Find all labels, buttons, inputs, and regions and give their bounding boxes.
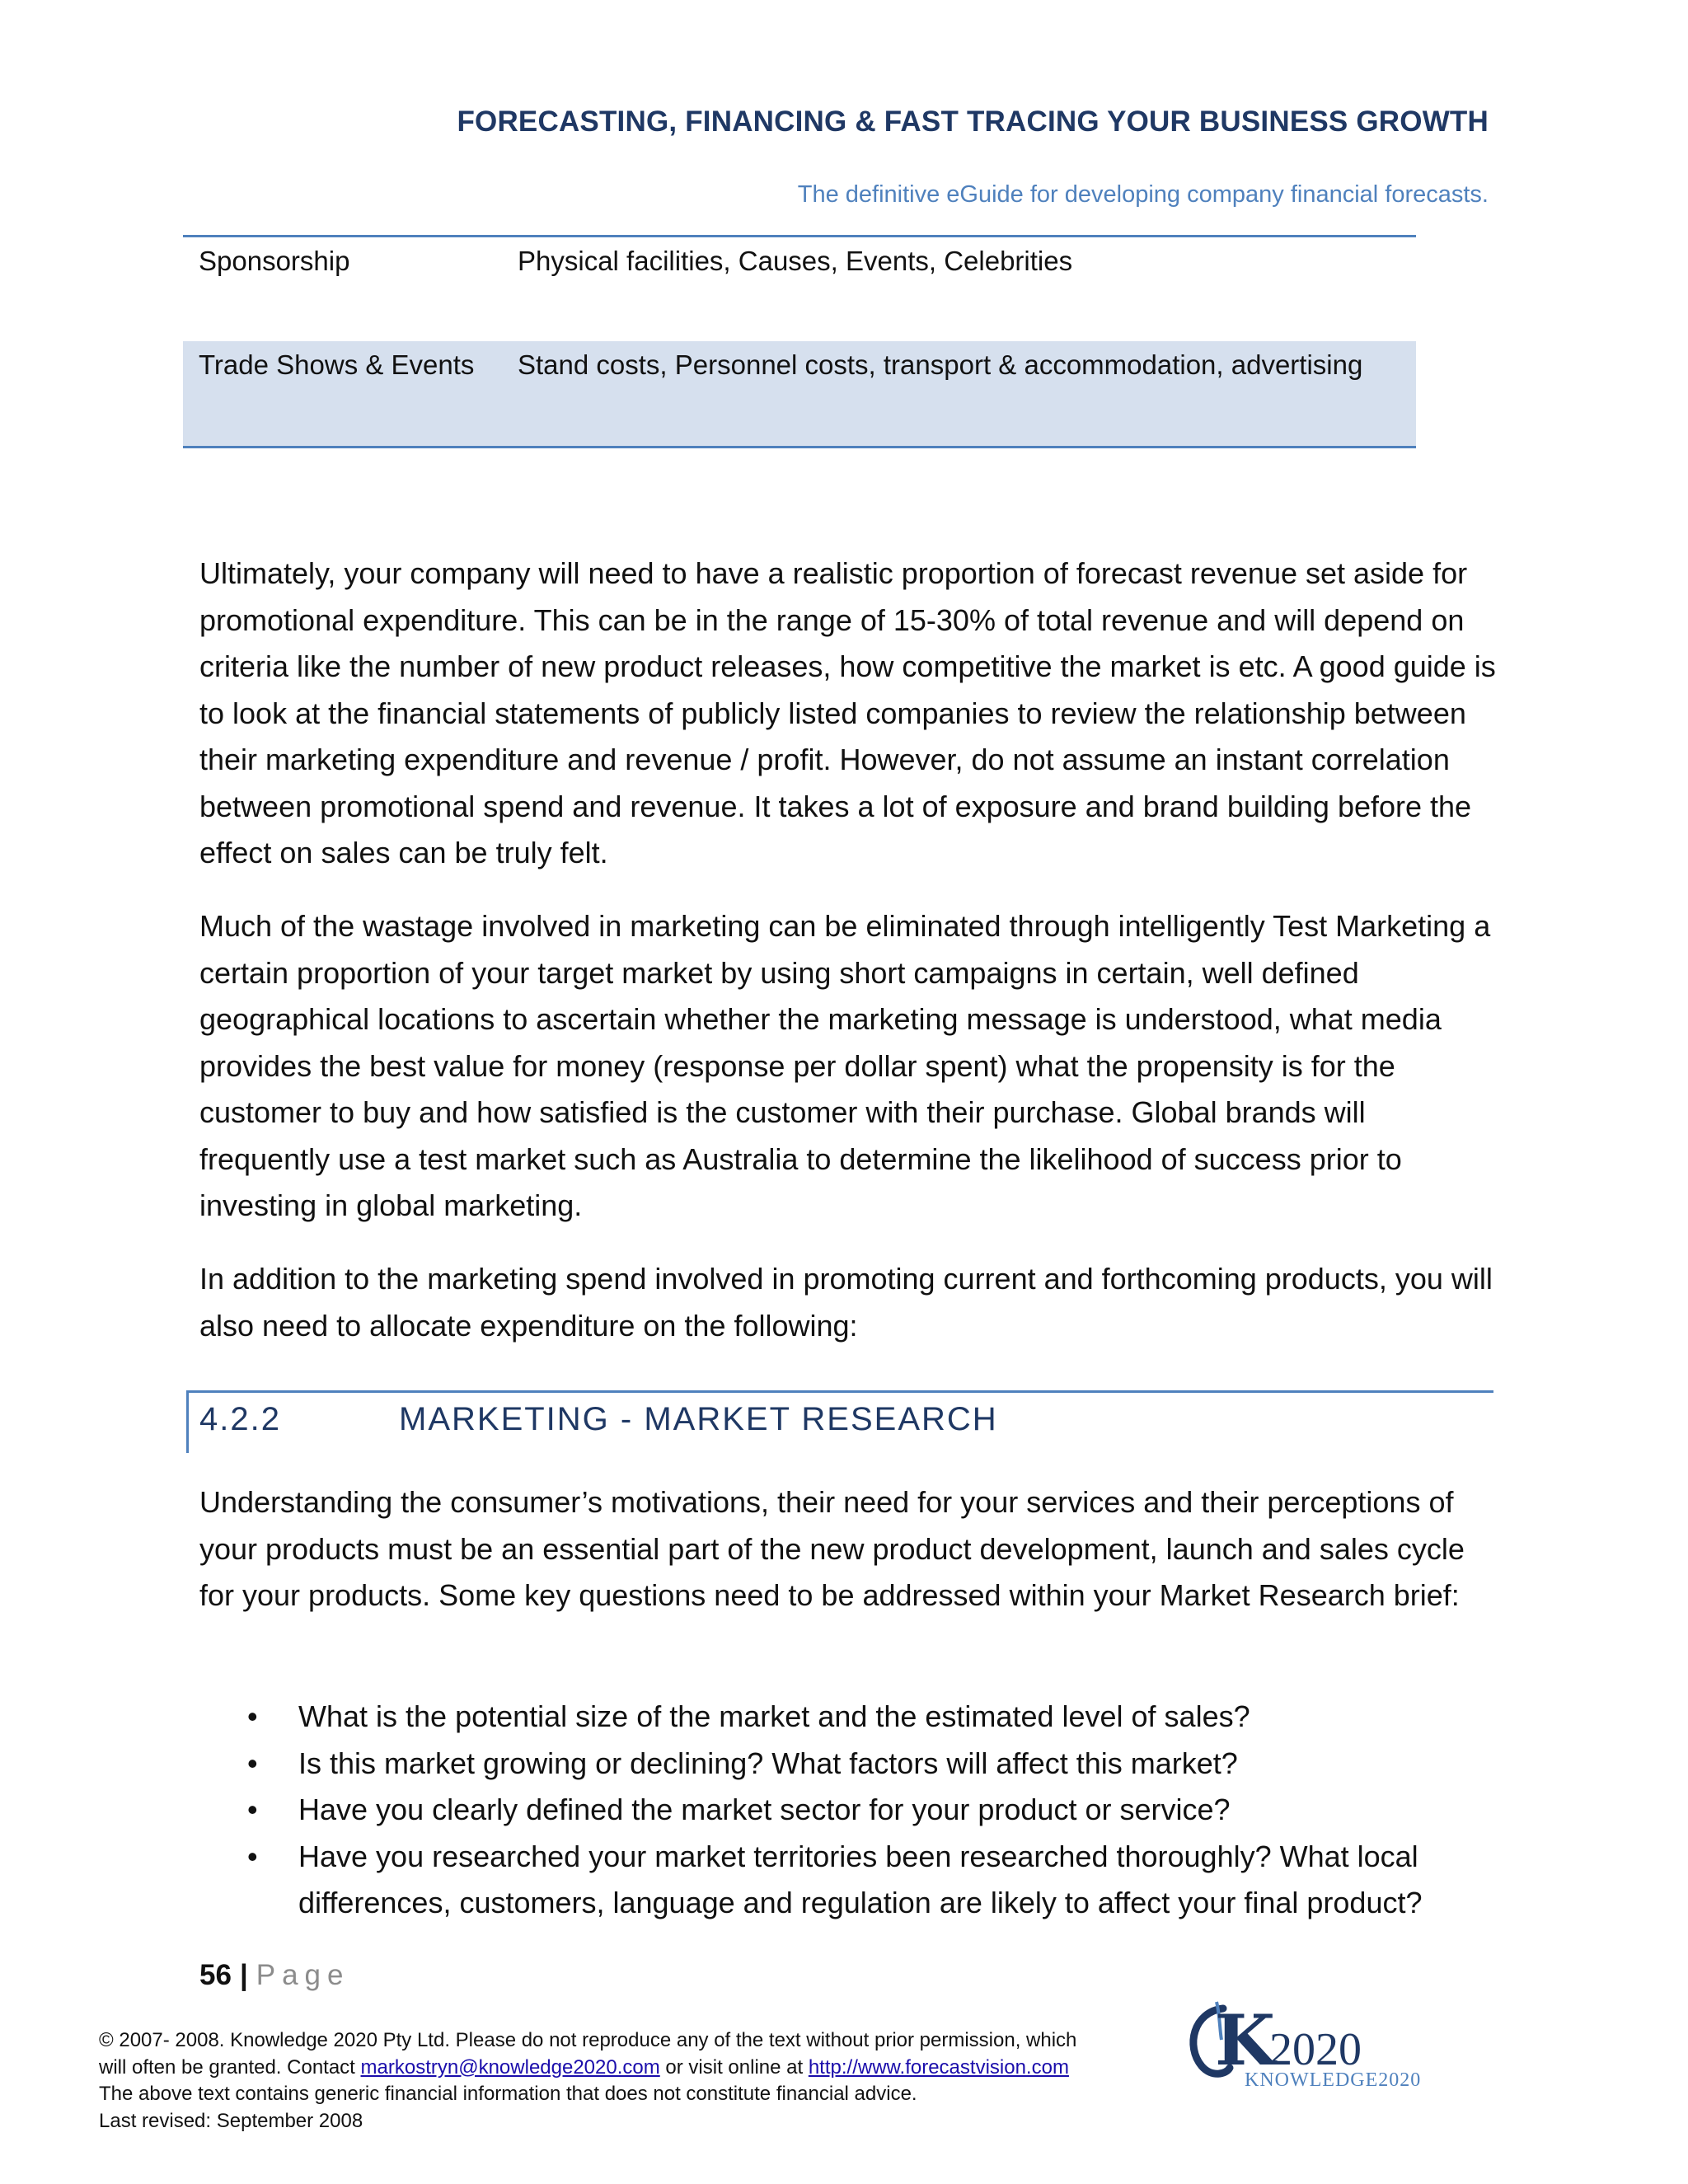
table-cell-detail: Physical facilities, Causes, Events, Celebrities xyxy=(518,246,1073,276)
promotion-cost-table xyxy=(183,235,1416,448)
table-row xyxy=(183,341,1416,446)
bullet-icon: • xyxy=(247,1699,258,1733)
research-questions-list xyxy=(199,1694,1518,1927)
copyright-footer: © 2007- 2008. Knowledge 2020 Pty Ltd. Please do not reproduce any of the text without prior permission, which will often be granted. Contact markostryn@knowledge2020.com or visit online at http://www.forecastvision.com The above text contains generic financial information that does not constitute financial advice. Last revised: September 2008 xyxy=(99,2029,1077,2132)
document-subtitle: The definitive eGuide for developing company financial forecasts. xyxy=(797,181,1489,208)
list-item: • Is this market growing or declining? What factors will affect this market? xyxy=(199,1741,1518,1788)
bullet-icon: • xyxy=(247,1839,258,1873)
bullet-icon: • xyxy=(247,1793,258,1826)
website-link[interactable]: http://www.forecastvision.com xyxy=(808,2055,1069,2079)
bullet-icon: • xyxy=(247,1746,258,1780)
list-item: • Have you researched your market territories been researched thoroughly? What local differences, customers, language and regulation are likely to affect your final product? xyxy=(199,1834,1518,1927)
knowledge2020-logo xyxy=(1184,1999,1423,2097)
table-row xyxy=(183,237,1416,341)
section-heading-rule xyxy=(186,1390,1493,1393)
section-number: 4.2.2 xyxy=(199,1401,281,1437)
table-cell-category: Sponsorship xyxy=(199,246,350,276)
page-number: 56 | Page xyxy=(199,1959,350,1991)
document-title: FORECASTING, FINANCING & FAST TRACING YOUR BUSINESS GROWTH xyxy=(457,105,1489,138)
body-paragraph: Ultimately, your company will need to have a realistic proportion of forecast revenue set aside for promotional expenditure. This can be in the range of 15-30% of total revenue and will depend on criteria like the number of new product releases, how competitive the market is etc. A good guide is to look at the financial statements of publicly listed companies to review the relationship between their marketing expenditure and revenue / profit. However, do not assume an instant correlation between promotional spend and revenue. It takes a lot of exposure and brand building before the effect on sales can be truly felt. xyxy=(199,556,1496,869)
body-paragraph: In addition to the marketing spend involved in promoting current and forthcoming products, you will also need to allocate expenditure on the following: xyxy=(199,1262,1493,1343)
section-intro: Understanding the consumer’s motivations, their need for your services and their perceptions of your products must be an essential part of the new product development, launch and sales cycle for your products. Some key questions need to be addressed within your Market Research brief: xyxy=(199,1485,1465,1612)
email-link[interactable]: markostryn@knowledge2020.com xyxy=(360,2055,660,2079)
table-cell-detail: Stand costs, Personnel costs, transport & accommodation, advertising xyxy=(518,349,1363,380)
body-paragraph: Much of the wastage involved in marketing can be eliminated through intelligently Test Marketing a certain proportion of your target market by using short campaigns in certain, well defined geographical locations to ascertain whether the marketing message is understood, what media provides the best value for money (response per dollar spent) what the propensity is for the customer to buy and how satisfied is the customer with their purchase. Global brands will frequently use a test market such as Australia to determine the likelihood of success prior to investing in global marketing. xyxy=(199,909,1491,1222)
list-item: • Have you clearly defined the market sector for your product or service? xyxy=(199,1787,1518,1834)
section-heading-rule-left xyxy=(186,1390,189,1453)
list-item: • What is the potential size of the market and the estimated level of sales? xyxy=(199,1694,1518,1741)
table-cell-category: Trade Shows & Events xyxy=(199,349,475,380)
svg-text:K: K xyxy=(1215,1999,1276,2081)
svg-text:2020: 2020 xyxy=(1269,2024,1362,2075)
section-heading xyxy=(199,1401,998,1438)
svg-text:KNOWLEDGE2020: KNOWLEDGE2020 xyxy=(1245,2069,1422,2091)
section-title: MARKETING - MARKET RESEARCH xyxy=(399,1401,998,1437)
